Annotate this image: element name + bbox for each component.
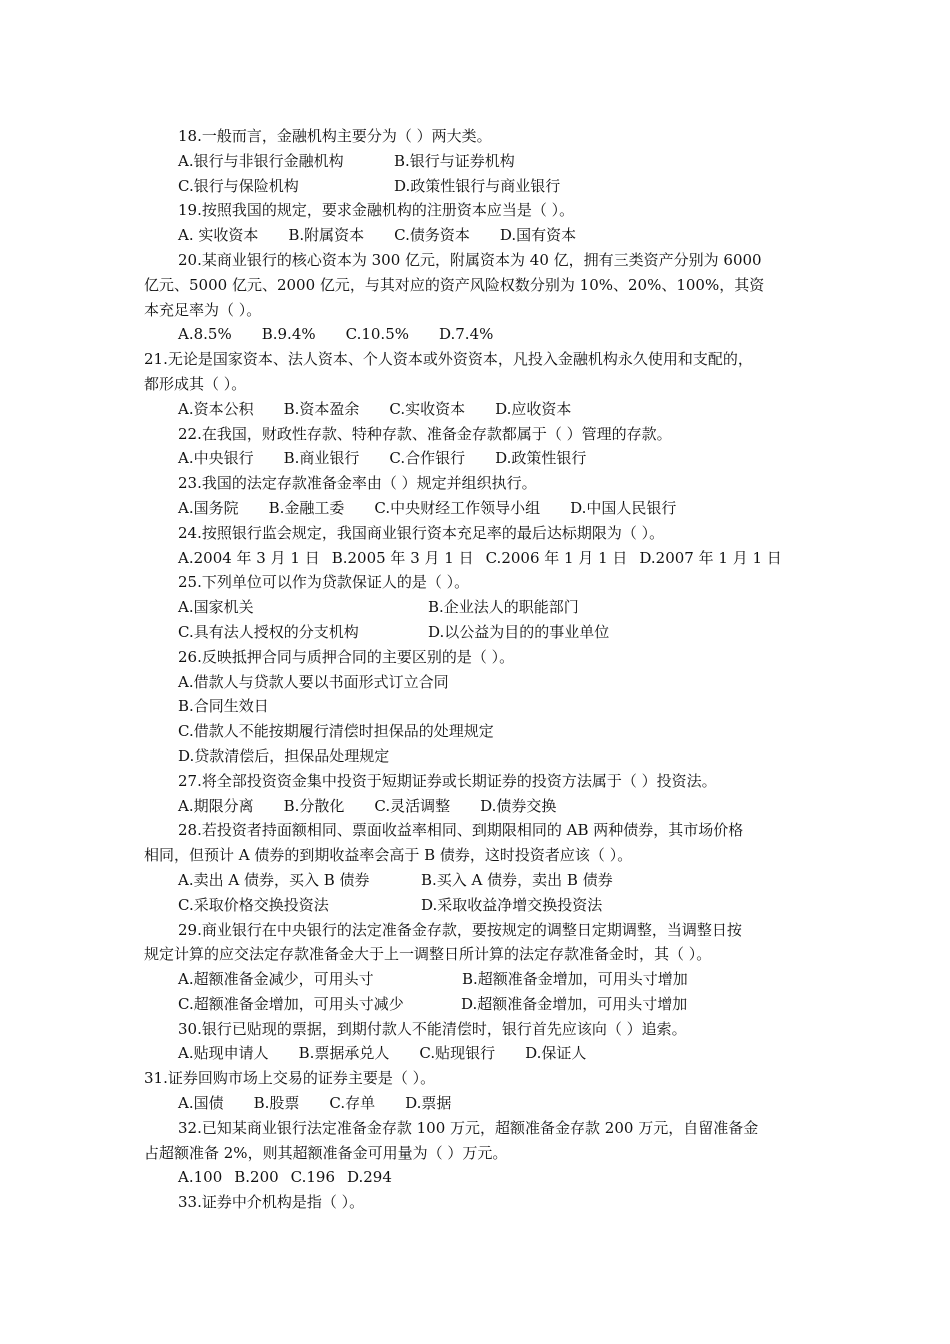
question-32-stem-line-1: 32.已知某商业银行法定准备金存款 100 万元，超额准备金存款 200 万元，自留准备金: [178, 1118, 759, 1137]
question-25-option-a: A.国家机关: [178, 598, 254, 617]
question-29-option-b: B.超额准备金增加，可用头寸增加: [462, 970, 688, 989]
question-33-stem: 33.证券中介机构是指（ ）。: [178, 1193, 365, 1212]
question-30-option-d: D.保证人: [525, 1044, 587, 1063]
question-29-option-d: D.超额准备金增加，可用头寸增加: [461, 994, 688, 1013]
question-29-stem-line-1: 29.商业银行在中央银行的法定准备金存款，要按规定的调整日定期调整，当调整日按: [178, 920, 742, 939]
question-31-option-b: B.股票: [253, 1094, 300, 1113]
question-23-stem: 23.我国的法定存款准备金率由（ ）规定并组织执行。: [178, 474, 537, 493]
question-30-option-b: B.票据承兑人: [298, 1044, 390, 1063]
question-23-option-a: A.国务院: [178, 498, 239, 517]
question-32-option-d: D.294: [347, 1168, 392, 1187]
question-32-options: [144, 1165, 816, 1190]
question-25-stem: 25.下列单位可以作为贷款保证人的是（ ）。: [178, 573, 470, 592]
question-28-option-a: A.卖出 A 债券，买入 B 债券: [178, 870, 370, 889]
question-25-option-c: C.具有法人授权的分支机构: [178, 622, 359, 641]
question-26-option-b: B.合同生效日: [178, 697, 269, 716]
question-24-option-a: A.2004 年 3 月 1 日: [178, 548, 320, 567]
question-29-option-c: C.超额准备金增加，可用头寸减少: [178, 994, 404, 1013]
question-30-options: [144, 1041, 816, 1066]
question-26-option-d: D.贷款清偿后，担保品处理规定: [178, 746, 390, 765]
question-27-option-a: A.期限分离: [178, 796, 254, 815]
question-24-option-d: D.2007 年 1 月 1 日: [639, 548, 782, 567]
question-30-stem: 30.银行已贴现的票据，到期付款人不能清偿时，银行首先应该向（ ）追索。: [178, 1019, 687, 1038]
question-24-stem: 24.按照银行监会规定，我国商业银行资本充足率的最后达标期限为（ ）。: [178, 523, 665, 542]
question-20-stem-line-2: 亿元、5000 亿元、2000 亿元，与其对应的资产风险权数分别为 10%、20%、100%，其资: [144, 275, 765, 294]
question-20-stem-line-3: 本充足率为（ ）。: [144, 300, 262, 319]
question-26-option-c: C.借款人不能按期履行清偿时担保品的处理规定: [178, 722, 494, 741]
question-18-options-row-1: [144, 149, 816, 174]
question-23-option-c: C.中央财经工作领导小组: [374, 498, 541, 517]
question-21-options: [144, 397, 816, 422]
question-25-options-row-1: [144, 595, 816, 620]
question-32-option-b: B.200: [234, 1168, 279, 1187]
question-31-option-c: C.存单: [329, 1094, 376, 1113]
question-27-option-d: D.债券交换: [480, 796, 557, 815]
question-27-stem: 27.将全部投资资金集中投资于短期证券或长期证券的投资方法属于（ ）投资法。: [178, 771, 717, 790]
question-18-option-d: D.政策性银行与商业银行: [394, 176, 561, 195]
question-26-option-a: A.借款人与贷款人要以书面形式订立合同: [178, 672, 449, 691]
question-19-stem: 19.按照我国的规定，要求金融机构的注册资本应当是（ ）。: [178, 201, 575, 220]
question-26-stem: 26.反映抵押合同与质押合同的主要区别的是（ ）。: [178, 647, 515, 666]
question-20-stem-line-1: 20.某商业银行的核心资本为 300 亿元，附属资本为 40 亿，拥有三类资产分别为 6000: [178, 250, 762, 269]
question-18-stem: 18.一般而言，金融机构主要分为（ ）两大类。: [178, 127, 492, 145]
question-22-option-c: C.合作银行: [389, 449, 466, 468]
question-19-options: [144, 223, 816, 248]
question-20-option-c: C.10.5%: [345, 325, 409, 344]
question-28-option-c: C.采取价格交换投资法: [178, 895, 329, 914]
question-22-option-a: A.中央银行: [178, 449, 254, 468]
question-23-option-b: B.金融工委: [268, 498, 345, 517]
question-23-option-d: D.中国人民银行: [570, 498, 677, 517]
question-list: [144, 124, 816, 1215]
question-19-option-b: B.附属资本: [288, 226, 365, 245]
question-24-options: [144, 546, 816, 571]
question-28-options-row-2: [144, 893, 816, 918]
question-18-option-b: B.银行与证券机构: [394, 151, 515, 170]
question-31-options: [144, 1091, 816, 1116]
question-22-stem: 22.在我国，财政性存款、特种存款、准备金存款都属于（ ）管理的存款。: [178, 424, 672, 443]
question-20-option-b: B.9.4%: [261, 325, 316, 344]
question-29-options-row-1: [144, 967, 816, 992]
question-21-option-c: C.实收资本: [389, 399, 466, 418]
question-19-option-a: A. 实收资本: [178, 226, 259, 245]
question-28-options-row-1: [144, 868, 816, 893]
question-32-stem-line-2: 占超额准备 2%，则其超额准备金可用量为（ ）万元。: [144, 1143, 508, 1162]
question-25-options-row-2: [144, 620, 816, 645]
question-21-option-a: A.资本公积: [178, 399, 254, 418]
question-31-option-d: D.票据: [405, 1094, 452, 1113]
question-31-option-a: A.国债: [178, 1094, 224, 1113]
question-29-option-a: A.超额准备金减少，可用头寸: [178, 970, 374, 989]
question-29-options-row-2: [144, 992, 816, 1017]
question-18-option-a: A.银行与非银行金融机构: [178, 151, 344, 170]
question-20-option-d: D.7.4%: [439, 325, 494, 344]
question-28-option-b: B.买入 A 债券，卖出 B 债券: [421, 870, 613, 889]
question-24-option-b: B.2005 年 3 月 1 日: [331, 548, 474, 567]
question-19-option-c: C.债务资本: [394, 226, 470, 245]
question-29-stem-line-2: 规定计算的应交法定存款准备金大于上一调整日所计算的法定存款准备金时，其（ ）。: [144, 945, 712, 964]
question-28-stem-line-1: 28.若投资者持面额相同、票面收益率相同、到期限相同的 AB 两种债券，其市场价格: [178, 821, 744, 840]
question-27-options: [144, 794, 816, 819]
question-28-stem-line-2: 相同，但预计 A 债券的到期收益率会高于 B 债券，这时投资者应该（ ）。: [144, 846, 633, 865]
question-25-option-b: B.企业法人的职能部门: [428, 598, 579, 617]
question-24-option-c: C.2006 年 1 月 1 日: [485, 548, 628, 567]
question-19-option-d: D.国有资本: [499, 226, 577, 245]
question-21-option-d: D.应收资本: [495, 399, 572, 418]
question-32-option-a: A.100: [178, 1168, 223, 1187]
question-32-option-c: C.196: [290, 1168, 335, 1187]
question-31-stem: 31.证券回购市场上交易的证券主要是（ ）。: [144, 1069, 436, 1088]
question-21-option-b: B.资本盈余: [283, 399, 360, 418]
question-27-option-b: B.分散化: [283, 796, 345, 815]
question-22-options: [144, 446, 816, 471]
question-20-option-a: A.8.5%: [178, 325, 232, 344]
question-23-options: [144, 496, 816, 521]
question-27-option-c: C.灵活调整: [374, 796, 451, 815]
question-18-options-row-2: [144, 174, 816, 199]
question-22-option-b: B.商业银行: [283, 449, 360, 468]
question-21-stem-line-2: 都形成其（ ）。: [144, 374, 247, 393]
question-30-option-c: C.贴现银行: [419, 1044, 496, 1063]
question-22-option-d: D.政策性银行: [495, 449, 587, 468]
question-20-options: [144, 322, 816, 347]
question-30-option-a: A.贴现申请人: [178, 1044, 269, 1063]
question-28-option-d: D.采取收益净增交换投资法: [421, 895, 603, 914]
question-18-option-c: C.银行与保险机构: [178, 176, 299, 195]
question-21-stem-line-1: 21.无论是国家资本、法人资本、个人资本或外资资本，凡投入金融机构永久使用和支配的，: [144, 350, 753, 369]
question-25-option-d: D.以公益为目的的事业单位: [428, 622, 610, 641]
